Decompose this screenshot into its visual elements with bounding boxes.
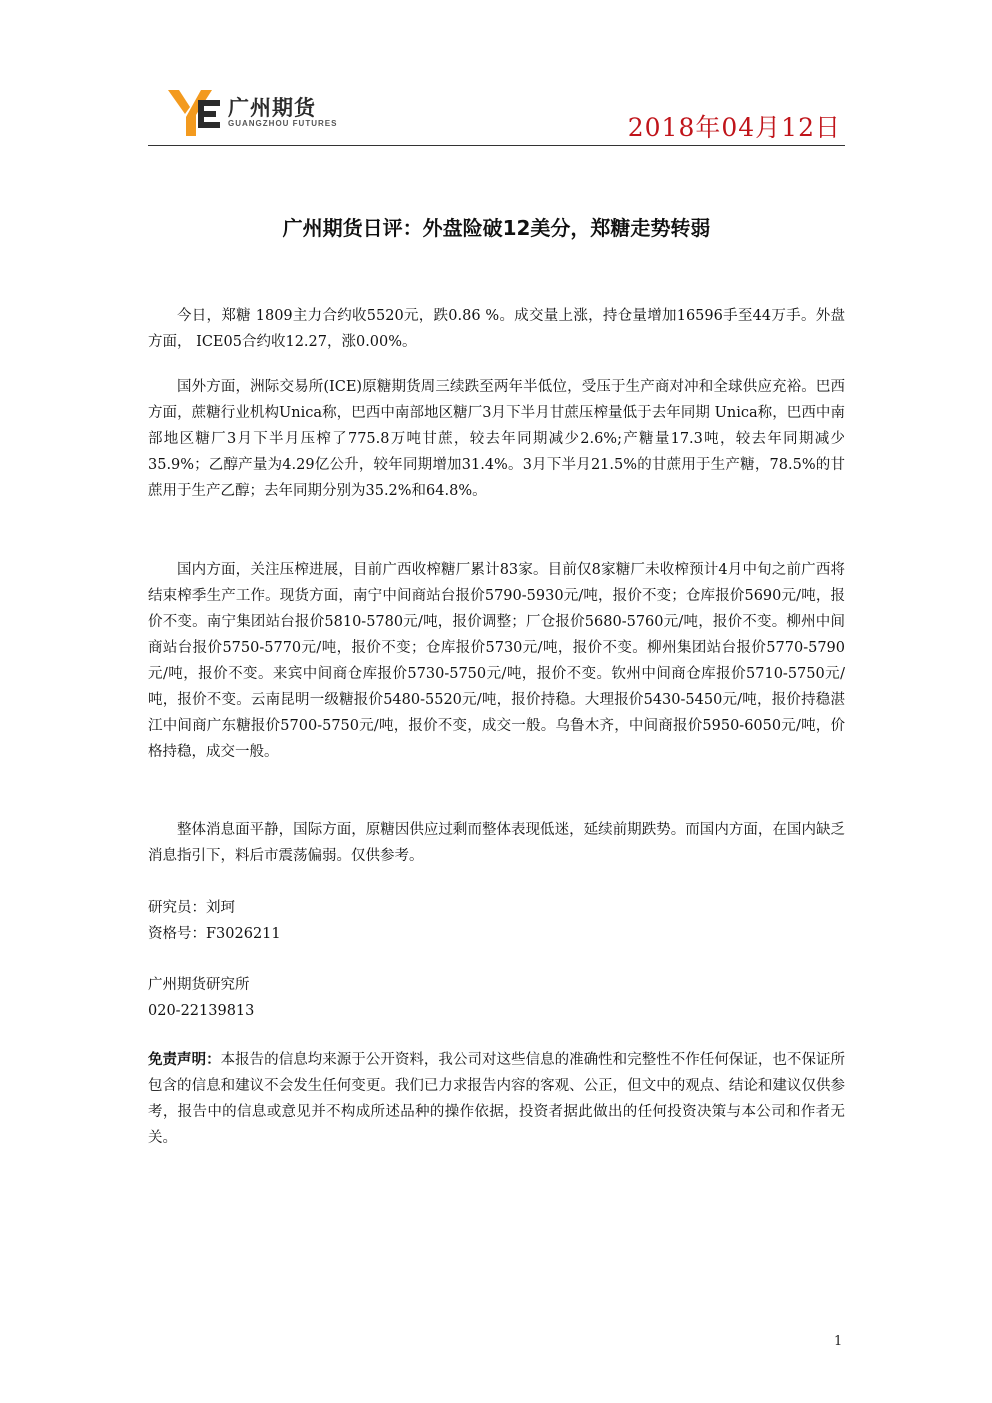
paragraph-text: 国内方面，关注压榨进展，目前广西收榨糖厂累计83家。目前仅8家糖厂未收榨预计4月中旬之前广西将结束榨季生产工作。现货方面，南宁中间商站台报价5790-5930元/吨，报价不变；仓库报价5690元/吨，报价不变。南宁集团站台报价5810-5780元/吨，报价调整；厂仓报价5680-5760元/吨，报价不变。柳州中间商站台报价5750-5770元/吨，报价不变；仓库报价5730元/吨，报价不变。柳州集团站台报价5770-5790元/吨，报价不变。来宾中间商仓库报价5730-5750元/吨，报价不变。钦州中间商仓库报价5710-5750元/吨，报价不变。云南昆明一级糖报价5480-5520元/吨，报价持稳。大理报价5430-5450元/吨，报价持稳湛江中间商广东糖报价5700-5750元/吨，报价不变，成交一般。乌鲁木齐，中间商报价5950-6050元/吨，价格持稳，成交一般。 (148, 562, 845, 760)
paragraph-text: 整体消息面平静，国际方面，原糖因供应过剩而整体表现低迷，延续前期跌势。而国内方面，在国内缺乏消息指引下，料后市震荡偏弱。仅供参考。 (148, 822, 845, 864)
institute-name: 广州期货研究所 (148, 977, 250, 993)
report-title: 广州期货日评：外盘险破12美分，郑糖走势转弱 (282, 216, 711, 240)
analyst-qualification: 资格号：F3026211 (148, 926, 281, 942)
page-number: 1 (834, 1334, 843, 1349)
disclaimer-label: 免责声明： (148, 1052, 221, 1068)
logo-chinese-name: 广州期货 (228, 96, 316, 120)
paragraph-foreign-market (148, 374, 845, 504)
paragraph-domestic-market (148, 557, 845, 765)
header-divider (148, 145, 845, 146)
institute-phone: 020-22139813 (148, 1003, 255, 1019)
report-date: 2018年04月12日 (627, 113, 841, 142)
logo-mark-icon (168, 90, 220, 136)
disclaimer-text: 本报告的信息均来源于公开资料，我公司对这些信息的准确性和完整性不作任何保证，也不保证所包含的信息和建议不会发生任何变更。我们已力求报告内容的客观、公正，但文中的观点、结论和建议仅供参考，报告中的信息或意见并不构成所述品种的操作依据，投资者据此做出的任何投资决策与本公司和作者无关。 (148, 1052, 845, 1146)
analyst-name: 研究员：刘珂 (148, 900, 235, 916)
disclaimer (148, 1047, 845, 1151)
logo-english-name: GUANGZHOU FUTURES (228, 119, 338, 128)
paragraph-conclusion (148, 817, 845, 869)
company-logo (168, 90, 368, 136)
paragraph-text: 国外方面，洲际交易所(ICE)原糖期货周三续跌至两年半低位，受压于生产商对冲和全球供应充裕。巴西方面，蔗糖行业机构Unica称，巴西中南部地区糖厂3月下半月甘蔗压榨量低于去年同期 Unica称，巴西中南部地区糖厂3月下半月压榨了775.8万吨甘蔗，较去年同期减少2.6%;产糖量17.3吨，较去年同期减少35.9%；乙醇产量为4.29亿公升，较年同期增加31.4%。3月下半月21.5%的甘蔗用于生产糖，78.5%的甘蔗用于生产乙醇；去年同期分别为35.2%和64.8%。 (148, 379, 845, 499)
paragraph-market-summary (148, 303, 845, 355)
page-header (148, 80, 845, 146)
paragraph-text: 今日，郑糖 1809主力合约收5520元，跌0.86 %。成交量上涨，持仓量增加16596手至44万手。外盘方面， ICE05合约收12.27，涨0.00%。 (148, 308, 845, 350)
